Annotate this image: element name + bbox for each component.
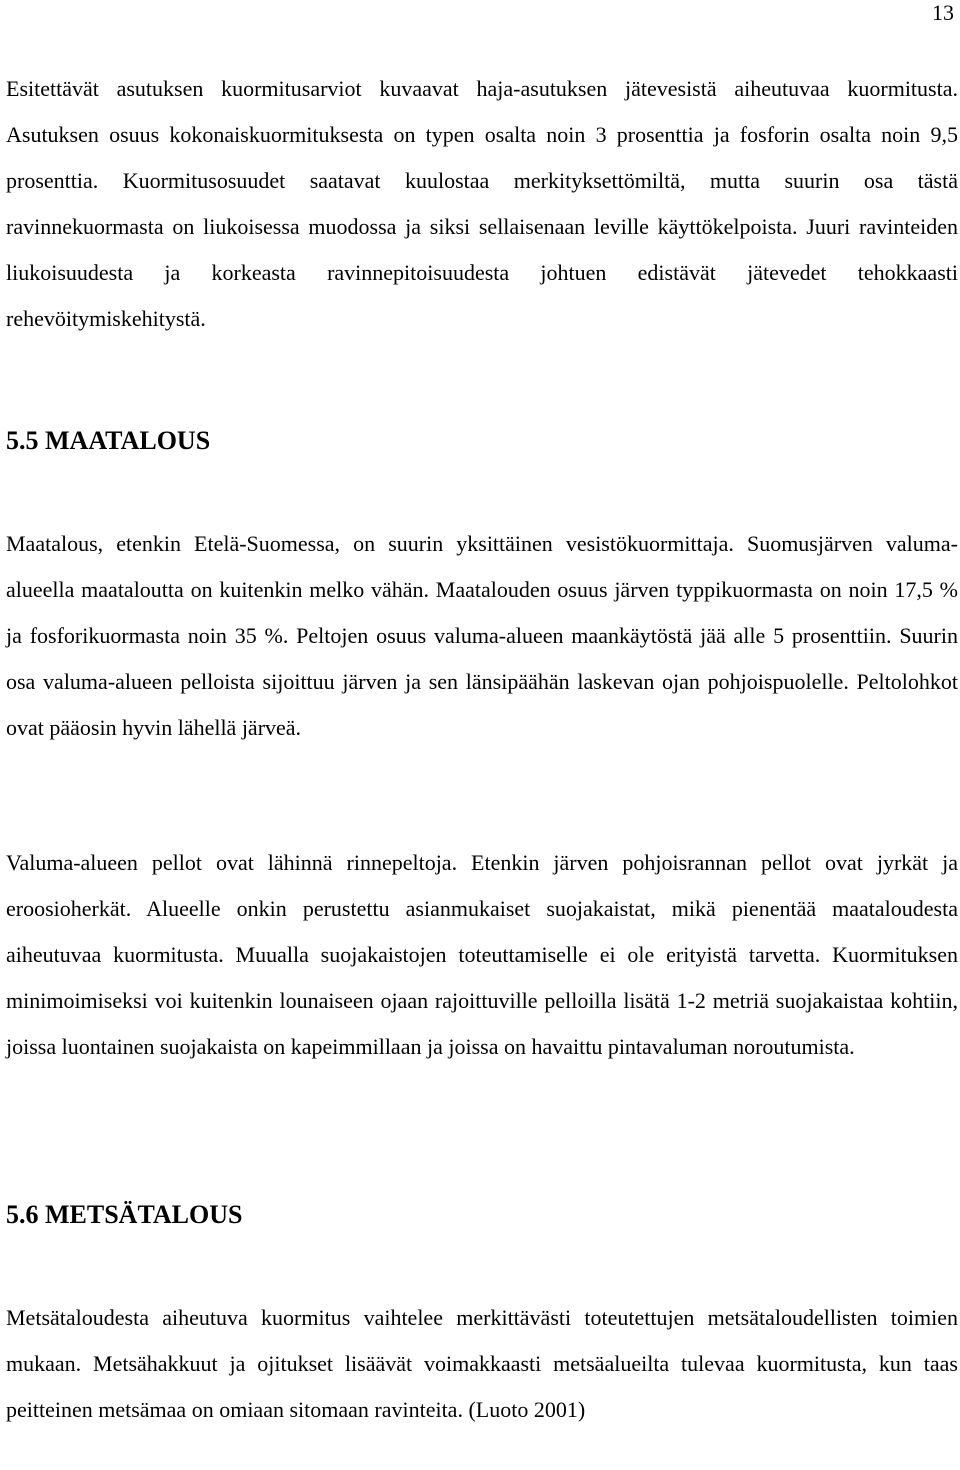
page-number: 13	[932, 0, 954, 25]
section-heading-maatalous: 5.5 MAATALOUS	[6, 426, 211, 455]
maatalous-paragraph-2: Valuma-alueen pellot ovat lähinnä rinnepeltoja. Etenkin järven pohjoisrannan pellot ovat jyrkät ja eroosioherkät. Alueelle onkin perustettu asianmukaiset suojakaistat, mikä pienentää maataloudesta aiheutuvaa kuormitusta. Muualla suojakaistojen toteuttamiselle ei ole erityistä tarvetta. Kuormituksen minimoimiseksi voi kuitenkin lounaiseen ojaan rajoittuville pelloilla lisätä 1-2 metriä suojakaistaa kohtiin, joissa luontainen suojakaista on kapeimmillaan ja joissa on havaittu pintavaluman noroutumista.	[6, 850, 958, 1059]
metsatalous-paragraph-1: Metsätaloudesta aiheutuva kuormitus vaihtelee merkittävästi toteutettujen metsätaloudellisten toimien mukaan. Metsähakkuut ja ojitukset lisäävät voimakkaasti metsäalueilta tulevaa kuormitusta, kun taas peitteinen metsämaa on omiaan sitomaan ravinteita. (Luoto 2001)	[6, 1305, 958, 1422]
maatalous-paragraph-1: Maatalous, etenkin Etelä-Suomessa, on suurin yksittäinen vesistökuormittaja. Suomusjärven valuma-alueella maataloutta on kuitenkin melko vähän. Maatalouden osuus järven typpikuormasta on noin 17,5 % ja fosforikuormasta noin 35 %. Peltojen osuus valuma-alueen maankäytöstä jää alle 5 prosenttiin. Suurin osa valuma-alueen pelloista sijoittuu järven ja sen länsipäähän laskevan ojan pohjoispuolelle. Peltolohkot ovat pääosin hyvin lähellä järveä.	[6, 531, 958, 740]
section-heading-metsatalous: 5.6 METSÄTALOUS	[6, 1200, 243, 1229]
intro-paragraph: Esitettävät asutuksen kuormitusarviot kuvaavat haja-asutuksen jätevesistä aiheutuvaa kuormitusta. Asutuksen osuus kokonaiskuormituksesta on typen osalta noin 3 prosenttia ja fosforin osalta noin 9,5 prosenttia. Kuormitusosuudet saatavat kuulostaa merkityksettömiltä, mutta suurin osa tästä ravinnekuormasta on liukoisessa muodossa ja siksi sellaisenaan leville käyttökelpoista. Juuri ravinteiden liukoisuudesta ja korkeasta ravinnepitoisuudesta johtuen edistävät jätevedet tehokkaasti rehevöitymiskehitystä.	[6, 76, 958, 331]
